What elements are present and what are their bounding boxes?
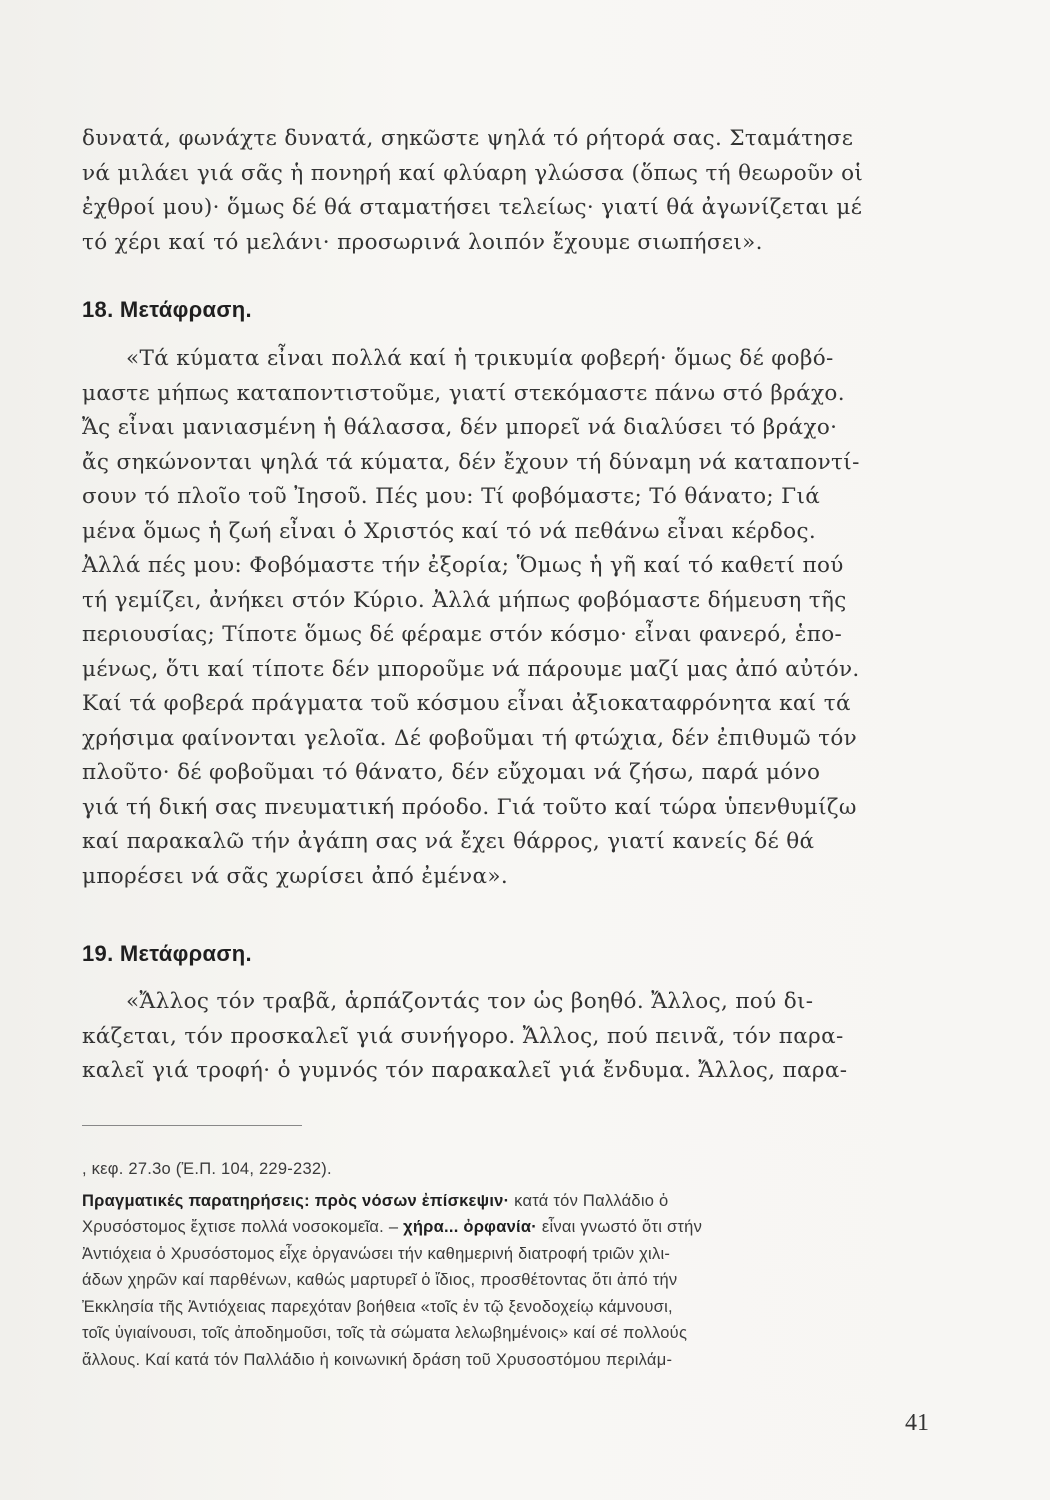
footnote-line: άδων χηρῶν καί παρθένων, καθώς μαρτυρεῖ ὁ ἴδιος, προσθέτοντας ὅτι ἀπό τήν — [82, 1271, 678, 1289]
text-line: κάζεται, τόν προσκαλεῖ γιά συνήγορο. Ἄλλος, πού πεινᾶ, τόν παρα- — [82, 1023, 844, 1049]
text-line: καλεῖ γιά τροφή· ὁ γυμνός τόν παρακαλεῖ γιά ἔνδυμα. Ἄλλος, παρα- — [82, 1058, 848, 1083]
text-line: μένως, ὅτι καί τίποτε δέν μποροῦμε νά πάρουμε μαζί μας ἀπό αὐτόν. — [82, 656, 860, 682]
footnote-bold-term: χήρα... ὀρφανία· — [403, 1218, 538, 1236]
text-line: καί παρακαλῶ τήν ἀγάπη σας νά ἔχει θάρρος, γιατί κανείς δέ θά — [82, 829, 815, 854]
text-line: ἐχθροί μου)· ὅμως δέ θά σταματήσει τελείως· γιατί θά ἀγωνίζεται μέ — [82, 195, 863, 220]
footnote-line: ἄλλους. Καί κατά τόν Παλλάδιο ἡ κοινωνική δράση τοῦ Χρυσοστόμου περιλάμ- — [82, 1350, 673, 1369]
text-line: νά μιλάει γιά σᾶς ἡ πονηρή καί φλύαρη γλώσσα (ὅπως τή θεωροῦν οἱ — [82, 160, 864, 186]
text-line: μαστε μήπως καταποντιστοῦμε, γιατί στεκόμαστε πάνω στό βράχο. — [82, 380, 845, 406]
footnotes — [82, 1156, 942, 1373]
text-line: τό χέρι καί τό μελάνι· προσωρινά λοιπόν ἔχουμε σιωπήσει». — [82, 229, 763, 255]
footnote-text: κατά τόν Παλλάδιο ὁ — [509, 1191, 669, 1210]
text-line: γιά τή δική σας πνευματική πρόοδο. Γιά τοῦτο καί τώρα ὑπενθυμίζω — [82, 794, 857, 820]
text-line: πλοῦτο· δέ φοβοῦμαι τό θάνατο, δέν εὔχομαι νά ζήσω, παρά μόνο — [82, 760, 821, 785]
footnote-text: εἶναι γνωστό ὅτι στήν — [537, 1218, 703, 1236]
footnote-line: τοῖς ὑγιαίνουσι, τοῖς ἀποδημοῦσι, τοῖς τὰ σώματα λελωβημένοις» καί σέ πολλούς — [82, 1324, 688, 1342]
footnote-divider — [82, 1125, 302, 1126]
footnote-text: Χρυσόστομος ἔχτισε πολλά νοσοκομεῖα. – — [82, 1218, 404, 1236]
footnote-line: Ἀντιόχεια ὁ Χρυσόστομος εἶχε ὀργανώσει τήν καθημερινή διατροφή τριῶν χιλι- — [82, 1244, 671, 1263]
section-19-heading: 19. Μετάφραση. — [82, 941, 252, 966]
text-line: χρήσιμα φαίνονται γελοῖα. Δέ φοβοῦμαι τή φτώχια, δέν ἐπιθυμῶ τόν — [82, 725, 858, 751]
text-line: Ἄς εἶναι μανιασμένη ἡ θάλασσα, δέν μπορεῖ νά διαλύσει τό βράχο· — [82, 415, 838, 440]
opening-paragraph — [82, 122, 942, 260]
text-line: ἄς σηκώνονται ψηλά τά κύματα, δέν ἔχουν τή δύναμη νά καταποντί- — [82, 449, 860, 475]
text-line: σουν τό πλοῖο τοῦ Ἰησοῦ. Πές μου: Τί φοβόμαστε; Τό θάνατο; Γιά — [82, 484, 821, 509]
text-line: «Ἄλλος τόν τραβᾶ, ἁρπάζοντάς τον ὡς βοηθό. Ἄλλος, πού δι- — [126, 989, 814, 1014]
text-line: δυνατά, φωνάχτε δυνατά, σηκῶστε ψηλά τό ρήτορά σας. Σταμάτησε — [82, 126, 854, 151]
text-line: Καί τά φοβερά πράγματα τοῦ κόσμου εἶναι ἀξιοκαταφρόνητα καί τά — [82, 691, 851, 716]
footnote-line — [82, 1214, 942, 1241]
text-line: μένα ὅμως ἡ ζωή εἶναι ὁ Χριστός καί τό νά πεθάνω εἶναι κέρδος. — [82, 518, 817, 544]
text-line: τή γεμίζει, ἀνήκει στόν Κύριο. Ἀλλά μήπως φοβόμαστε δήμευση τῆς — [82, 587, 847, 613]
text-line: περιουσίας; Τίποτε ὅμως δέ φέραμε στόν κόσμο· εἶναι φανερό, ἑπο- — [82, 622, 843, 647]
text-line: μπορέσει νά σᾶς χωρίσει ἀπό ἐμένα». — [82, 863, 509, 889]
footnote-reference: , κεφ. 27.3ο (Ἐ.Π. 104, 229-232). — [82, 1160, 332, 1178]
section-19-body — [82, 985, 942, 1089]
page-number: 41 — [905, 1410, 929, 1436]
text-line: Ἀλλά πές μου: Φοβόμαστε τήν ἐξορία; Ὅμως ἡ γῆ καί τό καθετί πού — [82, 553, 844, 578]
footnote-line — [82, 1188, 942, 1215]
footnote-line: Ἐκκλησία τῆς Ἀντιόχειας παρεχόταν βοήθεια «τοῖς ἐν τῷ ξενοδοχείῳ κάμνουσι, — [82, 1297, 673, 1316]
section-18-body — [82, 342, 942, 894]
footnote-bold-term: Πραγματικές παρατηρήσεις: πρὸς νόσων ἐπίσκεψιν· — [82, 1191, 510, 1210]
text-line: «Τά κύματα εἶναι πολλά καί ἡ τρικυμία φοβερή· ὅμως δέ φοβό- — [126, 346, 834, 371]
section-18-heading: 18. Μετάφραση. — [82, 297, 252, 322]
